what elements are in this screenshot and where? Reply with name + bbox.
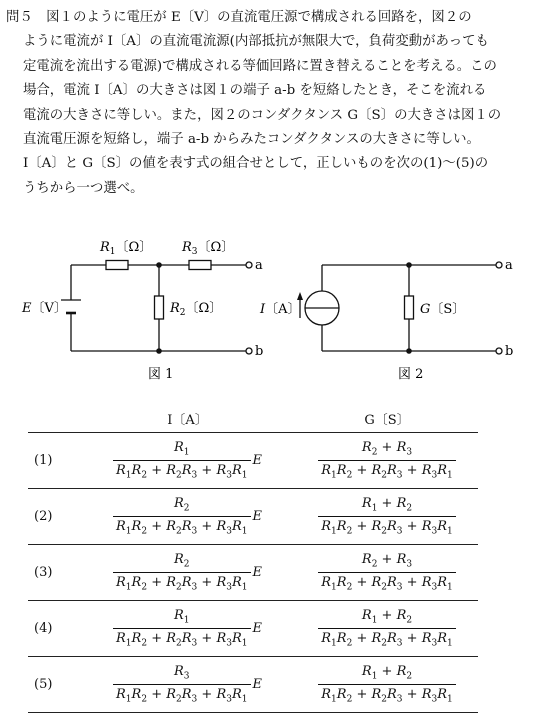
option-number: (2) bbox=[28, 489, 79, 545]
node-dot bbox=[406, 262, 412, 268]
voltage-factor: E bbox=[252, 621, 262, 636]
figure-1-circuit bbox=[61, 261, 252, 355]
fraction-denominator: $R_1R_2 + R_2R_3 + R_3R_1$ bbox=[113, 684, 251, 705]
answer-option-row[interactable] bbox=[28, 601, 478, 657]
fraction-denominator: $R_1R_2 + R_2R_3 + R_3R_1$ bbox=[113, 572, 251, 593]
answer-option-row[interactable] bbox=[28, 657, 478, 713]
current-arrow-head bbox=[297, 292, 303, 300]
answer-option-row[interactable] bbox=[28, 545, 478, 601]
fraction-numerator: $R_1 + R_2$ bbox=[361, 664, 413, 682]
option-number: (4) bbox=[28, 601, 79, 657]
fraction-numerator: $R_2$ bbox=[173, 552, 190, 570]
voltage-factor: E bbox=[252, 565, 262, 580]
fraction-numerator: $R_1 + R_2$ bbox=[361, 608, 413, 626]
option-current-formula bbox=[79, 657, 296, 713]
fraction-numerator: $R_2$ bbox=[173, 496, 190, 514]
figure-1-caption: 図 1 bbox=[148, 367, 174, 382]
voltage-factor: E bbox=[252, 453, 262, 468]
fraction-denominator: $R_1R_2 + R_2R_3 + R_3R_1$ bbox=[318, 628, 456, 649]
question-line: I〔A〕と G〔S〕の値を表す式の組合せとして，正しいものを次の(1)～(5)の bbox=[23, 156, 489, 172]
fraction-denominator: $R_1R_2 + R_2R_3 + R_3R_1$ bbox=[318, 684, 456, 705]
answer-option-row[interactable] bbox=[28, 433, 478, 489]
question-line: 定電流を流出する電源)で構成される等価回路に置き替えることを考える。この bbox=[23, 58, 497, 74]
option-conductance-formula bbox=[296, 601, 478, 657]
option-conductance-formula bbox=[296, 489, 478, 545]
option-current-formula bbox=[79, 433, 296, 489]
option-number: (5) bbox=[28, 657, 79, 713]
terminal-b bbox=[496, 348, 502, 354]
node-dot bbox=[156, 348, 162, 354]
fraction-denominator: $R_1R_2 + R_2R_3 + R_3R_1$ bbox=[318, 572, 456, 593]
terminal-b bbox=[246, 348, 252, 354]
label-e: E〔V〕 bbox=[22, 301, 67, 316]
fraction-denominator: $R_1R_2 + R_2R_3 + R_3R_1$ bbox=[113, 516, 251, 537]
label-i: I〔A〕 bbox=[260, 302, 301, 317]
option-conductance-formula bbox=[296, 657, 478, 713]
fraction-numerator: $R_1 + R_2$ bbox=[361, 496, 413, 514]
conductance-g bbox=[405, 296, 414, 319]
resistor-r1 bbox=[106, 261, 128, 270]
question-line: 場合，電流 I〔A〕の大きさは図１の端子 a-b を短絡したとき，そこを流れる bbox=[23, 83, 487, 99]
question-line: ように電流が I〔A〕の直流電流源(内部抵抗が無限大で，負荷変動があっても bbox=[23, 34, 489, 50]
answer-table bbox=[28, 404, 478, 713]
fraction-numerator: $R_2 + R_3$ bbox=[361, 440, 413, 458]
option-current-formula bbox=[79, 601, 296, 657]
label-terminal-b: b bbox=[505, 344, 514, 359]
answer-option-row[interactable] bbox=[28, 489, 478, 545]
label-r2: $R_2$〔Ω〕 bbox=[170, 301, 223, 318]
question-line: 問５ 図１のように電圧が E〔V〕の直流電圧源で構成される回路を，図２の bbox=[6, 10, 472, 25]
option-current-formula bbox=[79, 489, 296, 545]
fraction-denominator: $R_1R_2 + R_2R_3 + R_3R_1$ bbox=[318, 516, 456, 537]
figure-2-circuit bbox=[300, 262, 502, 354]
label-r3: $R_3$〔Ω〕 bbox=[182, 240, 235, 257]
option-conductance-formula bbox=[296, 545, 478, 601]
node-dot bbox=[156, 262, 162, 268]
resistor-r2 bbox=[155, 296, 164, 319]
terminal-a bbox=[246, 262, 252, 268]
terminal-a bbox=[496, 262, 502, 268]
label-terminal-a: a bbox=[255, 258, 263, 273]
header-conductance: G〔S〕 bbox=[296, 404, 478, 433]
option-number: (3) bbox=[28, 545, 79, 601]
label-g: G〔S〕 bbox=[420, 302, 466, 317]
label-terminal-b: b bbox=[255, 344, 264, 359]
option-number: (1) bbox=[28, 433, 79, 489]
answer-table-header bbox=[28, 404, 478, 433]
question-line: 直流電圧源を短絡し，端子 a-b からみたコンダクタンスの大きさに等しい。 bbox=[23, 132, 480, 148]
fraction-numerator: $R_1$ bbox=[173, 608, 190, 626]
fraction-denominator: $R_1R_2 + R_2R_3 + R_3R_1$ bbox=[113, 628, 251, 649]
fraction-numerator: $R_3$ bbox=[173, 664, 190, 682]
label-terminal-a: a bbox=[505, 258, 513, 273]
fraction-numerator: $R_1$ bbox=[173, 440, 190, 458]
fraction-denominator: $R_1R_2 + R_2R_3 + R_3R_1$ bbox=[113, 460, 251, 481]
voltage-factor: E bbox=[252, 509, 262, 524]
node-dot bbox=[406, 348, 412, 354]
label-r1: $R_1$〔Ω〕 bbox=[100, 240, 153, 257]
option-conductance-formula bbox=[296, 433, 478, 489]
question-line: うちから一つ選べ。 bbox=[23, 180, 144, 196]
option-current-formula bbox=[79, 545, 296, 601]
answer-options bbox=[28, 433, 478, 713]
question-line: 電流の大きさに等しい。また，図２のコンダクタンス G〔S〕の大きさは図１の bbox=[23, 107, 502, 123]
fraction-numerator: $R_2 + R_3$ bbox=[361, 552, 413, 570]
figure-2-caption: 図 2 bbox=[398, 367, 424, 382]
resistor-r3 bbox=[189, 261, 211, 270]
voltage-factor: E bbox=[252, 677, 262, 692]
header-current: I〔A〕 bbox=[79, 404, 296, 433]
fraction-denominator: $R_1R_2 + R_2R_3 + R_3R_1$ bbox=[318, 460, 456, 481]
